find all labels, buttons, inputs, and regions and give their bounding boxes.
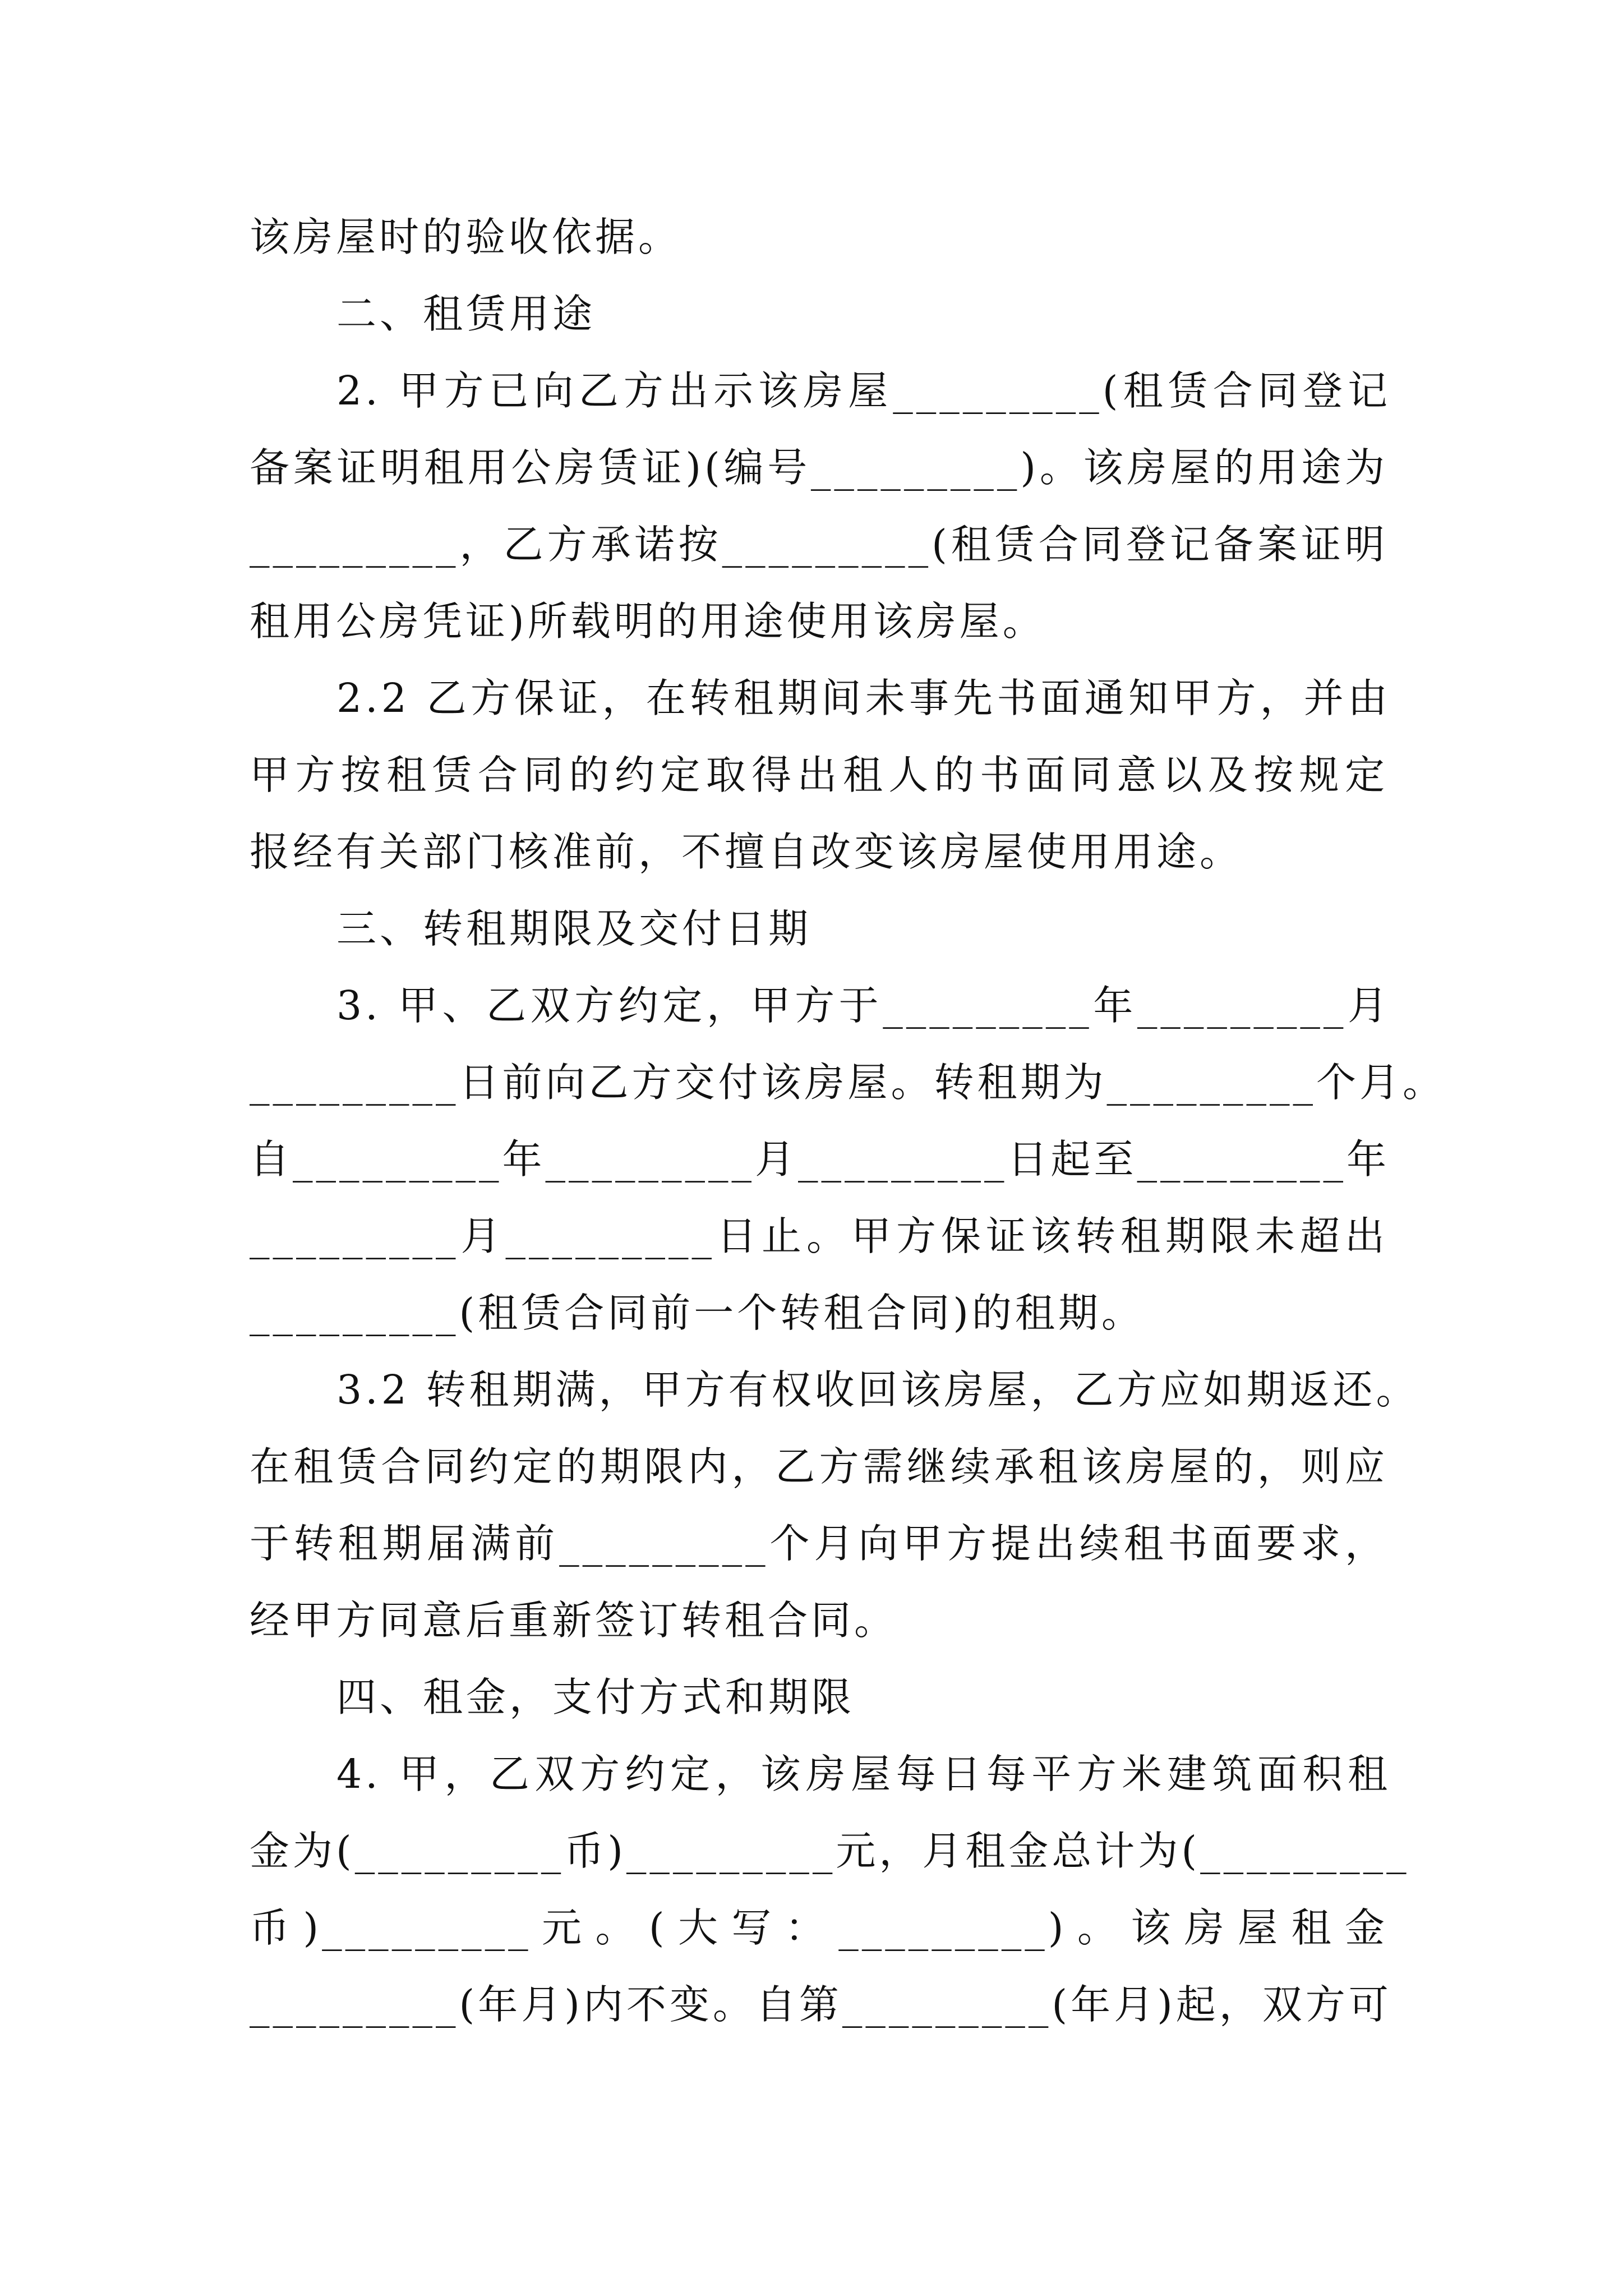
text-line: _________日前向乙方交付该房屋。转租期为_________个月。 (250, 1059, 1446, 1106)
section-heading: 二、租赁用途 (336, 291, 596, 337)
text-line: 金为(_________币)_________元，月租金总计为(_________ (250, 1828, 1410, 1874)
text-line: 2. 甲方已向乙方出示该房屋_________(租赁合同登记 (336, 367, 1391, 414)
text-line: 币)_________元。(大写：_________)。该房屋租金 (250, 1904, 1388, 1951)
text-line: 经甲方同意后重新签订转租合同。 (250, 1597, 898, 1644)
text-line: 在租赁合同约定的期限内，乙方需继续承租该房屋的，则应 (250, 1443, 1388, 1490)
text-line: _________，乙方承诺按_________(租赁合同登记备案证明 (250, 521, 1388, 568)
text-line: _________月_________日止。甲方保证该转租期限未超出 (250, 1213, 1388, 1259)
text-line: 4. 甲，乙双方约定，该房屋每日每平方米建筑面积租 (336, 1751, 1391, 1797)
text-line: 甲方按租赁合同的约定取得出租人的书面同意以及按规定 (250, 752, 1388, 798)
text-line: _________(租赁合同前一个转租合同)的租期。 (250, 1290, 1145, 1336)
text-line: 3. 甲、乙双方约定，甲方于_________年_________月 (336, 982, 1391, 1029)
text-line: _________(年月)内不变。自第_________(年月)起，双方可 (250, 1981, 1392, 2028)
section-heading: 四、租金，支付方式和期限 (336, 1674, 855, 1720)
text-line: 自_________年_________月_________日起至_________年 (250, 1136, 1390, 1182)
text-line: 3.2 转租期满，甲方有权收回该房屋，乙方应如期返还。 (336, 1366, 1419, 1413)
text-line: 备案证明租用公房赁证)(编号_________)。该房屋的用途为 (250, 444, 1388, 491)
text-line: 租用公房凭证)所载明的用途使用该房屋。 (250, 598, 1046, 645)
section-heading: 三、转租期限及交付日期 (336, 905, 812, 952)
text-line: 报经有关部门核准前，不擅自改变该房屋使用用途。 (250, 829, 1243, 875)
text-line: 2.2 乙方保证，在转租期间未事先书面通知甲方，并由 (336, 675, 1391, 721)
text-line: 该房屋时的验收依据。 (250, 214, 682, 260)
text-line: 于转租期届满前_________个月向甲方提出续租书面要求， (250, 1520, 1388, 1567)
